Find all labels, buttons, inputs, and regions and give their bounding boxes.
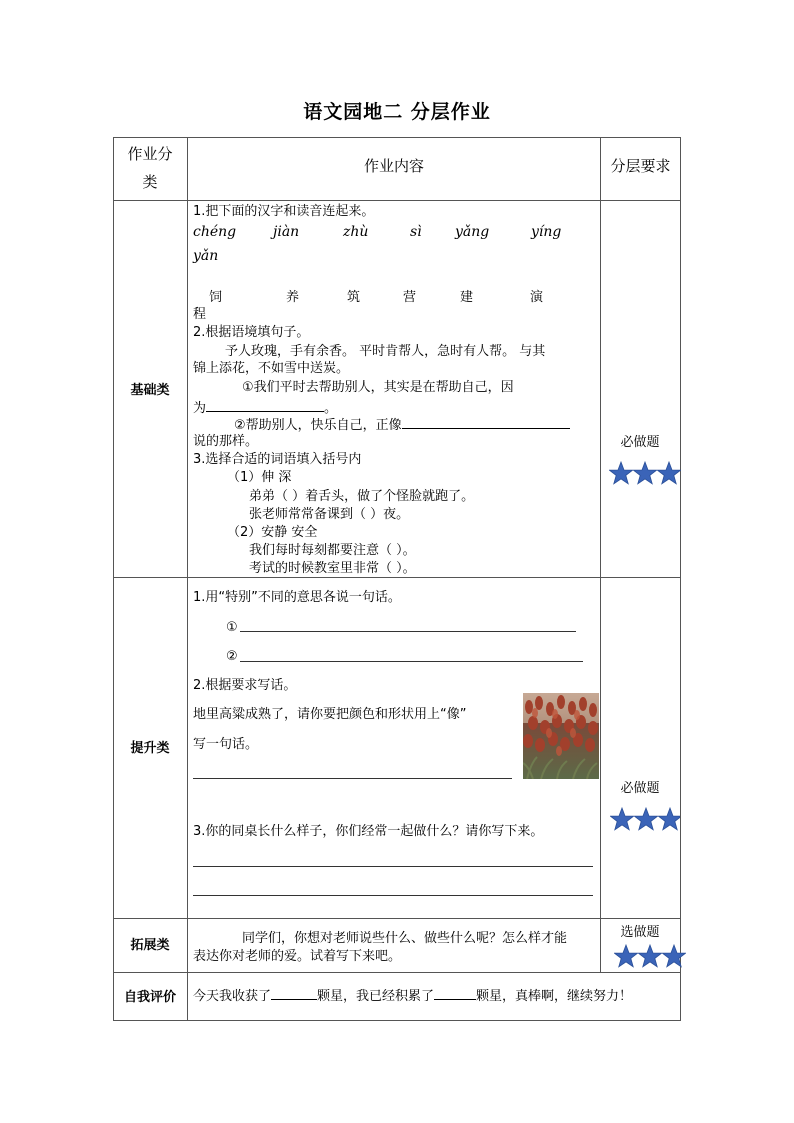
self-eval-text-a: 今天我收获了 (193, 989, 272, 1004)
row-divider-extension (113, 972, 681, 973)
basic-q1-title: 1.把下面的汉字和读音连起来。 (193, 204, 375, 219)
advanced-q1-item1: ① (226, 620, 238, 635)
character-item: 演 (530, 290, 544, 305)
basic-q3-group2-label: （2）安静 安全 (227, 525, 318, 540)
star-icon (609, 461, 633, 485)
answer-blank[interactable] (206, 398, 324, 412)
basic-q2-item1-prefix: 为 (193, 401, 207, 416)
category-basic: 基础类 (130, 383, 170, 398)
basic-q3-title: 3.选择合适的词语填入括号内 (193, 452, 362, 467)
basic-q2-item2-b: 说的那样。 (193, 434, 259, 449)
star-total-blank[interactable] (434, 986, 476, 1000)
header-content: 作业内容 (363, 157, 424, 175)
sorghum-field-photo (523, 693, 599, 779)
extension-text-a: 同学们，你想对老师说些什么、做些什么呢？怎么样才能 (242, 931, 568, 946)
row-divider-header (113, 200, 681, 201)
header-category-line1: 作业分 (127, 145, 173, 163)
requirement-advanced: 必做题 (620, 781, 660, 796)
answer-line[interactable] (193, 778, 512, 779)
basic-q3-group1-sentence1: 弟弟（ ）着舌头，做了个怪脸就跑了。 (249, 489, 475, 504)
star-icon (610, 807, 634, 831)
answer-blank[interactable] (402, 415, 570, 429)
pinyin-item: yǎn (193, 248, 219, 264)
category-extension: 拓展类 (130, 938, 170, 953)
star-icon (614, 944, 638, 968)
pinyin-item: yǎng (455, 224, 490, 240)
basic-q2-item2-a (234, 415, 570, 434)
answer-line[interactable] (240, 661, 583, 662)
basic-q3-group2-sentence2: 考试的时候教室里非常（ ）。 (249, 561, 416, 576)
extension-text-b: 表达你对老师的爱。试着写下来吧。 (193, 949, 402, 964)
advanced-q2-title: 2.根据要求写话。 (193, 678, 297, 693)
col-divider-1 (187, 137, 188, 1021)
advanced-q2-prompt-a: 地里高粱成熟了，请你要把颜色和形状用上“像” (193, 707, 467, 722)
character-item: 营 (403, 290, 417, 305)
star-icon (633, 461, 657, 485)
basic-q3-group1-sentence2: 张老师常常备课到（ ）夜。 (249, 507, 410, 522)
basic-q3-group1-label: （1）伸 深 (227, 470, 292, 485)
requirement-basic: 必做题 (620, 435, 660, 450)
category-advanced: 提升类 (130, 741, 170, 756)
basic-q3-group2-sentence1: 我们每时每刻都要注意（ ）。 (249, 543, 416, 558)
answer-line[interactable] (193, 895, 593, 896)
header-category-line2: 类 (142, 173, 158, 191)
character-item: 建 (460, 290, 474, 305)
star-icon (638, 944, 662, 968)
advanced-q1-item2: ② (226, 649, 238, 664)
pinyin-item: sì (410, 224, 422, 240)
table-border-left (113, 137, 114, 1021)
basic-q2-title: 2.根据语境填句子。 (193, 325, 310, 340)
pinyin-item: zhù (343, 224, 369, 240)
star-icon (658, 807, 680, 831)
self-eval-text-b: 颗星，我已经积累了 (317, 989, 435, 1004)
star-icon (634, 807, 658, 831)
page-title: 语文园地二 分层作业 (303, 101, 491, 123)
advanced-q2-prompt-b: 写一句话。 (193, 737, 259, 752)
answer-line[interactable] (193, 866, 593, 867)
character-item: 养 (286, 290, 300, 305)
star-count-blank[interactable] (271, 986, 317, 1000)
self-eval-text-c: 颗星，真棒啊，继续努力！ (476, 989, 633, 1004)
header-requirement: 分层要求 (610, 157, 671, 175)
row-divider-basic (113, 577, 681, 578)
pinyin-item: chéng (193, 224, 237, 240)
answer-line[interactable] (240, 631, 576, 632)
pinyin-item: jiàn (273, 224, 300, 240)
advanced-q1-title: 1.用“特别”不同的意思各说一句话。 (193, 590, 401, 605)
star-icon (657, 461, 681, 485)
character-item: 程 (193, 307, 207, 322)
basic-q2-item1-a: ①我们平时去帮助别人，其实是在帮助自己，因 (242, 380, 514, 395)
category-self-eval: 自我评价 (123, 990, 176, 1005)
basic-q2-context-a: 予人玫瑰，手有余香。 平时肯帮人，急时有人帮。 与其 (225, 344, 546, 359)
table-border-bottom (113, 1020, 681, 1021)
star-icon (662, 944, 686, 968)
basic-q2-item2-text: ②帮助别人，快乐自己，正像 (234, 418, 402, 433)
basic-q2-context-b: 锦上添花，不如雪中送炭。 (193, 361, 350, 376)
character-item: 饲 (209, 290, 223, 305)
pinyin-item: yíng (531, 224, 562, 240)
col-divider-2 (600, 137, 601, 972)
table-border-top (113, 137, 681, 138)
header-category (113, 140, 187, 196)
table-border-right (680, 137, 681, 1021)
character-item: 筑 (347, 290, 361, 305)
advanced-q3-title: 3.你的同桌长什么样子，你们经常一起做什么？请你写下来。 (193, 824, 544, 839)
row-divider-advanced (113, 918, 681, 919)
basic-q2-item1-suffix: 。 (324, 401, 338, 416)
self-eval-sentence (193, 986, 632, 1005)
requirement-extension: 选做题 (620, 925, 660, 940)
